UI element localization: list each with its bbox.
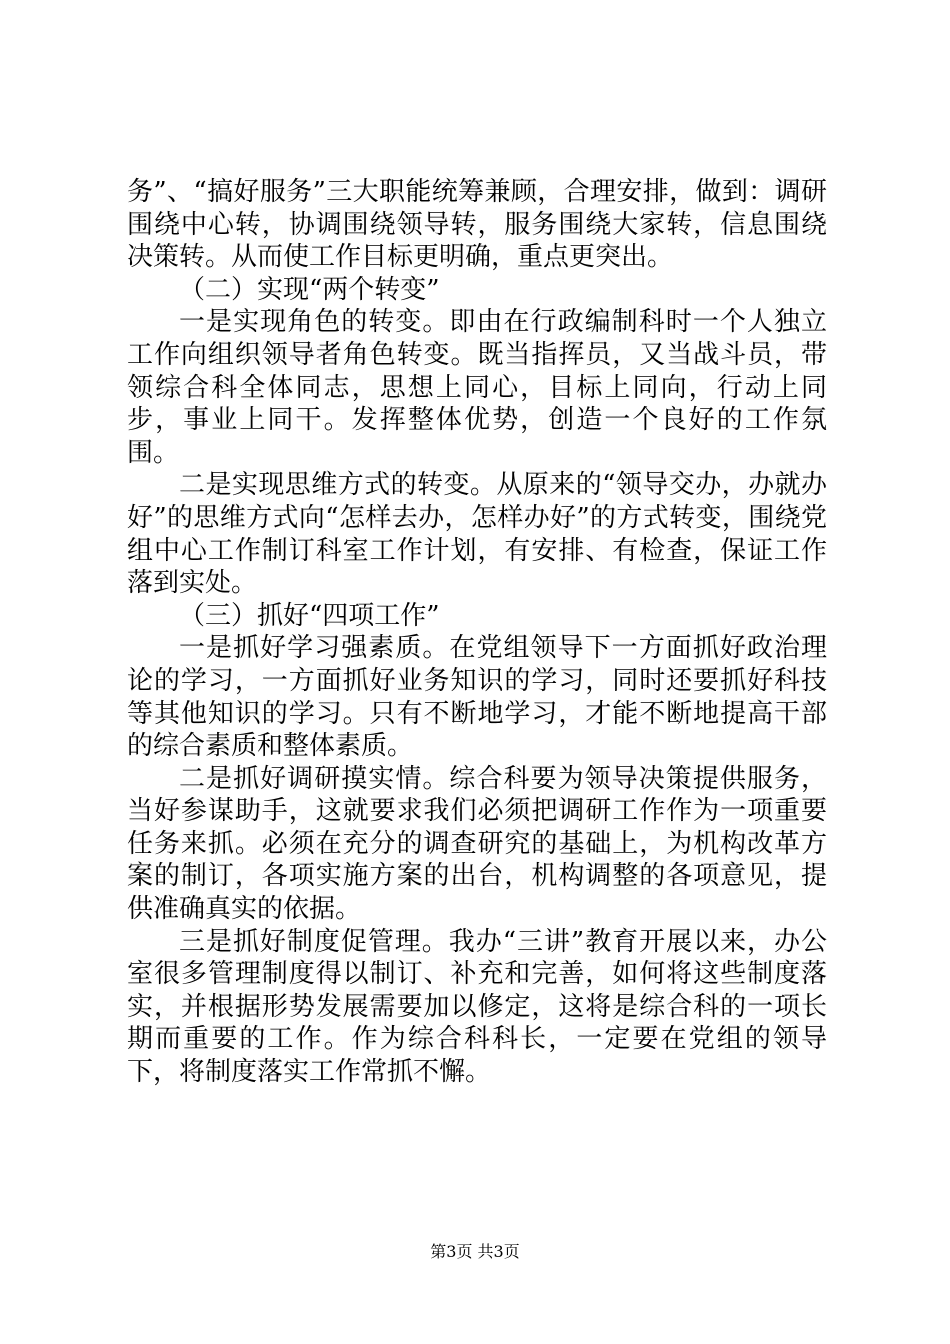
- paragraph-role-change: 一是实现角色的转变。即由在行政编制科时一个人独立工作向组织领导者角色转变。既当指挥员，又当战斗员，带领综合科全体同志，思想上同心，目标上同向，行动上同步，事业上同干。发挥整体优势，创造一个良好的工作氛围。: [127, 307, 827, 468]
- page-footer: 第3页 共3页: [430, 1242, 520, 1261]
- section-heading-three: （三）抓好“四项工作”: [179, 600, 440, 631]
- paragraph-thinking-change: 二是实现思维方式的转变。从原来的“领导交办，办就办好”的思维方式向“怎样去办，怎样办好”的方式转变，围绕党组中心工作制订科室工作计划，有安排、有检查，保证工作落到实处。: [127, 470, 827, 599]
- paragraph-study: 一是抓好学习强素质。在党组领导下一方面抓好政治理论的学习，一方面抓好业务知识的学习，同时还要抓好科技等其他知识的学习。只有不断地学习，才能不断地提高干部的综合素质和整体素质。: [127, 633, 827, 762]
- paragraph-continued: 务”、“搞好服务”三大职能统筹兼顾，合理安排，做到：调研围绕中心转，协调围绕领导转，服务围绕大家转，信息围绕决策转。从而使工作目标更明确，重点更突出。: [127, 177, 827, 273]
- paragraph-system: 三是抓好制度促管理。我办“三讲”教育开展以来，办公室很多管理制度得以制订、补充和完善，如何将这些制度落实，并根据形势发展需要加以修定，这将是综合科的一项长期而重要的工作。作为综合科科长，一定要在党组的领导下，将制度落实工作常抓不懈。: [127, 926, 827, 1088]
- section-heading-two: （二）实现“两个转变”: [179, 274, 440, 305]
- document-body: [127, 176, 827, 1089]
- paragraph-research: 二是抓好调研摸实情。综合科要为领导决策提供服务，当好参谋助手，这就要求我们必须把调研工作作为一项重要任务来抓。必须在充分的调查研究的基础上，为机构改革方案的制订，各项实施方案的出台，机构调整的各项意见，提供准确真实的依据。: [127, 763, 827, 925]
